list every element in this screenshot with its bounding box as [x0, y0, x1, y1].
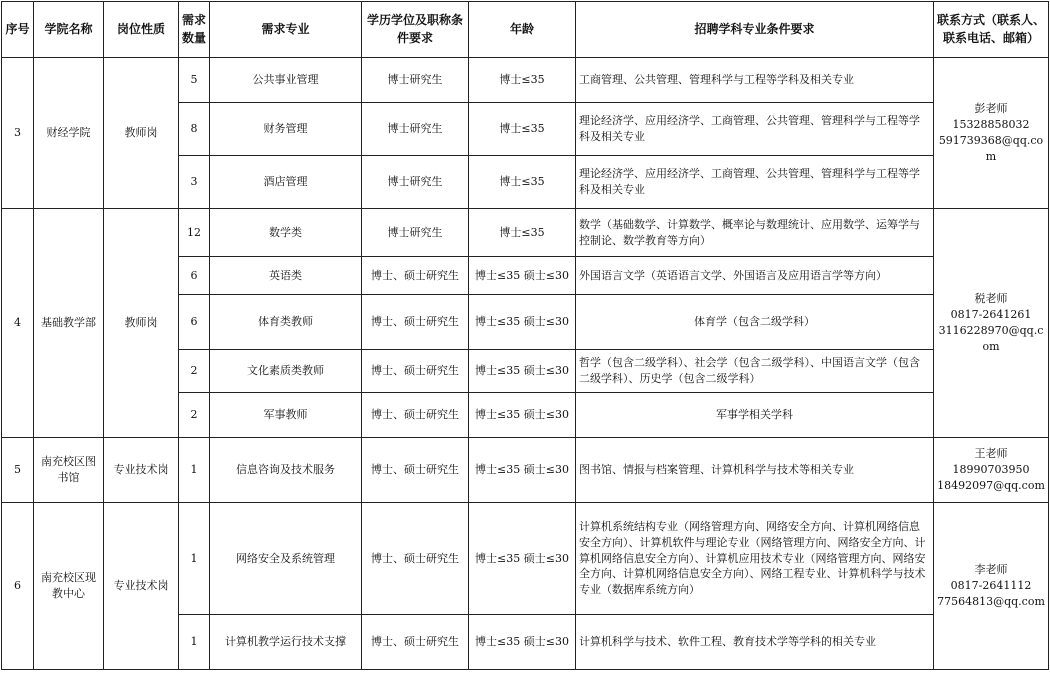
- age: 博士≤35: [469, 58, 576, 103]
- quantity: 8: [179, 103, 210, 156]
- header-quantity: 需求数量: [179, 2, 210, 58]
- degree: 博士研究生: [362, 209, 469, 257]
- header-index: 序号: [2, 2, 34, 58]
- major: 信息咨询及技术服务: [210, 438, 362, 503]
- requirement: 哲学（包含二级学科）、社会学（包含二级学科）、中国语言文学（包含二级学科）、历史学（包含二级学科）: [576, 350, 934, 393]
- contact-cell: [934, 503, 1049, 670]
- requirement: 理论经济学、应用经济学、工商管理、公共管理、管理科学与工程等学科及相关专业: [576, 103, 934, 156]
- header-age: 年龄: [469, 2, 576, 58]
- contact-phone: 0817-2641261: [950, 308, 1032, 322]
- header-college: 学院名称: [34, 2, 104, 58]
- contact-name: 李老师: [974, 563, 1008, 577]
- degree: 博士、硕士研究生: [362, 393, 469, 438]
- age: 博士≤35 硕士≤30: [469, 257, 576, 295]
- quantity: 5: [179, 58, 210, 103]
- table-row: [2, 438, 1049, 503]
- major: 财务管理: [210, 103, 362, 156]
- requirement: 数学（基础数学、计算数学、概率论与数理统计、应用数学、运筹学与控制论、数学教育等方向）: [576, 209, 934, 257]
- group-index: 4: [2, 209, 34, 438]
- major: 网络安全及系统管理: [210, 503, 362, 615]
- group-index: 3: [2, 58, 34, 209]
- degree: 博士、硕士研究生: [362, 257, 469, 295]
- position-type: 专业技术岗: [104, 503, 179, 670]
- major: 军事教师: [210, 393, 362, 438]
- major: 数学类: [210, 209, 362, 257]
- age: 博士≤35 硕士≤30: [469, 350, 576, 393]
- college-name: 基础教学部: [34, 209, 104, 438]
- degree: 博士、硕士研究生: [362, 295, 469, 350]
- position-type: 教师岗: [104, 58, 179, 209]
- contact-phone: 15328858032: [952, 118, 1030, 132]
- quantity: 1: [179, 503, 210, 615]
- requirement: 外国语言文学（英语语言文学、外国语言及应用语言学等方向）: [576, 257, 934, 295]
- table-row: [2, 209, 1049, 257]
- degree: 博士、硕士研究生: [362, 503, 469, 615]
- requirement: 理论经济学、应用经济学、工商管理、公共管理、管理科学与工程等学科及相关专业: [576, 156, 934, 209]
- table-row: [2, 503, 1049, 615]
- age: 博士≤35 硕士≤30: [469, 438, 576, 503]
- quantity: 1: [179, 615, 210, 670]
- degree: 博士研究生: [362, 103, 469, 156]
- major: 文化素质类教师: [210, 350, 362, 393]
- major: 英语类: [210, 257, 362, 295]
- quantity: 3: [179, 156, 210, 209]
- header-row: [2, 2, 1049, 58]
- header-contact: 联系方式（联系人、联系电话、邮箱）: [934, 2, 1049, 58]
- degree: 博士、硕士研究生: [362, 438, 469, 503]
- contact-cell: [934, 209, 1049, 438]
- contact-cell: [934, 58, 1049, 209]
- header-major: 需求专业: [210, 2, 362, 58]
- table-row: [2, 58, 1049, 103]
- degree: 博士、硕士研究生: [362, 350, 469, 393]
- age: 博士≤35 硕士≤30: [469, 393, 576, 438]
- major: 公共事业管理: [210, 58, 362, 103]
- age: 博士≤35: [469, 209, 576, 257]
- college-name: 财经学院: [34, 58, 104, 209]
- contact-phone: 0817-2641112: [950, 579, 1032, 593]
- requirement: 计算机系统结构专业（网络管理方向、网络安全方向、计算机网络信息安全方向）、计算机软件与理论专业（网络管理方向、网络安全方向、计算机网络信息安全方向）、计算机应用技术专业（网络管理方向、网络安全方向、计算机网络信息安全方向）、网络工程专业、计算机科学与技术专业（数据库系统方向）: [576, 503, 934, 615]
- contact-email: 591739368@qq.com: [938, 134, 1044, 163]
- quantity: 2: [179, 350, 210, 393]
- group-index: 5: [2, 438, 34, 503]
- age: 博士≤35 硕士≤30: [469, 503, 576, 615]
- contact-email: 18492097@qq.com: [937, 478, 1045, 492]
- degree: 博士研究生: [362, 156, 469, 209]
- major: 酒店管理: [210, 156, 362, 209]
- header-position-type: 岗位性质: [104, 2, 179, 58]
- major: 计算机教学运行技术支撑: [210, 615, 362, 670]
- age: 博士≤35: [469, 103, 576, 156]
- requirement: 体育学（包含二级学科）: [576, 295, 934, 350]
- quantity: 6: [179, 257, 210, 295]
- contact-email: 77564813@qq.com: [937, 594, 1045, 608]
- contact-name: 彭老师: [974, 102, 1008, 116]
- group-index: 6: [2, 503, 34, 670]
- quantity: 2: [179, 393, 210, 438]
- age: 博士≤35: [469, 156, 576, 209]
- quantity: 6: [179, 295, 210, 350]
- recruitment-table: [1, 1, 1049, 670]
- requirement: 计算机科学与技术、软件工程、教育技术学等学科的相关专业: [576, 615, 934, 670]
- college-name: 南充校区现教中心: [34, 503, 104, 670]
- contact-name: 税老师: [974, 292, 1008, 306]
- requirement: 图书馆、情报与档案管理、计算机科学与技术等相关专业: [576, 438, 934, 503]
- contact-name: 王老师: [974, 447, 1008, 461]
- degree: 博士研究生: [362, 58, 469, 103]
- requirement: 工商管理、公共管理、管理科学与工程等学科及相关专业: [576, 58, 934, 103]
- age: 博士≤35 硕士≤30: [469, 615, 576, 670]
- age: 博士≤35 硕士≤30: [469, 295, 576, 350]
- requirement: 军事学相关学科: [576, 393, 934, 438]
- contact-phone: 18990703950: [952, 463, 1030, 477]
- position-type: 专业技术岗: [104, 438, 179, 503]
- quantity: 12: [179, 209, 210, 257]
- contact-email: 3116228970@qq.com: [938, 324, 1044, 353]
- position-type: 教师岗: [104, 209, 179, 438]
- college-name: 南充校区图书馆: [34, 438, 104, 503]
- header-degree: 学历学位及职称条件要求: [362, 2, 469, 58]
- degree: 博士、硕士研究生: [362, 615, 469, 670]
- contact-cell: [934, 438, 1049, 503]
- quantity: 1: [179, 438, 210, 503]
- header-requirement: 招聘学科专业条件要求: [576, 2, 934, 58]
- major: 体育类教师: [210, 295, 362, 350]
